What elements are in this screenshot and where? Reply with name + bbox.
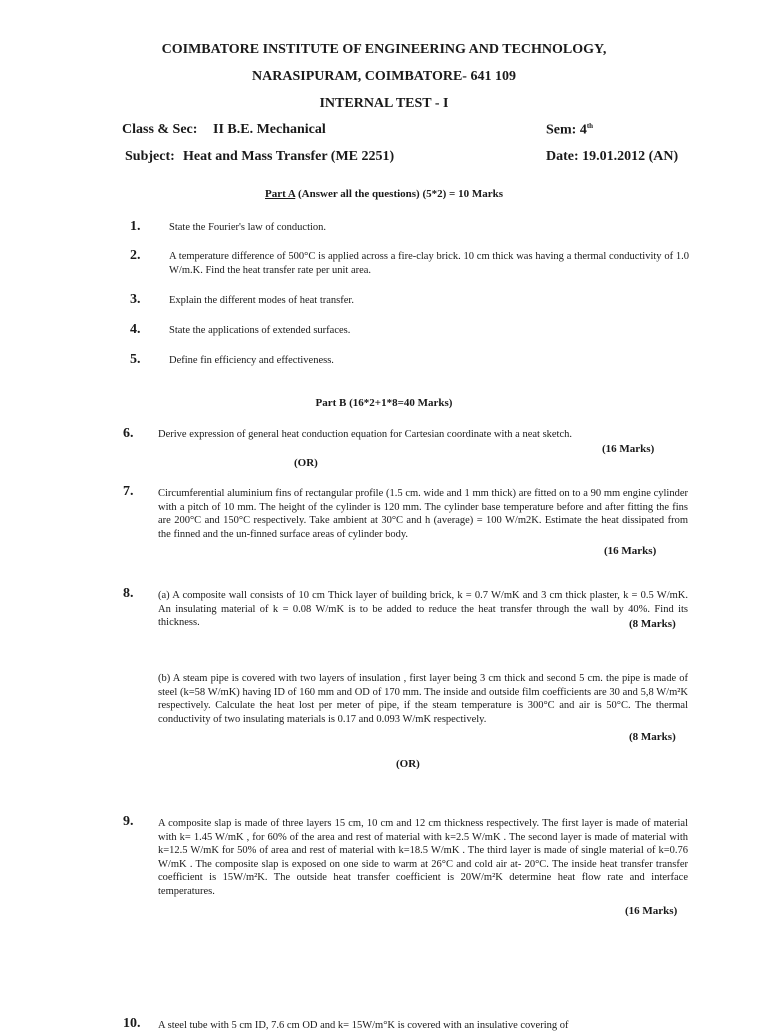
semester-label: Sem: 4 (546, 122, 587, 138)
q8b-marks: (8 Marks) (629, 731, 676, 743)
q5-number: 5. (130, 352, 141, 367)
part-a-title: Part A (265, 188, 296, 200)
q6-marks: (16 Marks) (602, 443, 655, 455)
q2-text: A temperature difference of 500°C is applied across a fire-clay brick. 10 cm thick was having a thermal conductivity of 1.0 W/m.K. Find the heat transfer rate per unit area. (169, 251, 689, 276)
part-a-instruction: (Answer all the questions) (5*2) = 10 Marks (295, 188, 503, 200)
institute-name: COIMBATORE INSTITUTE OF ENGINEERING AND TECHNOLOGY, (161, 42, 607, 57)
q10-number: 10. (123, 1016, 141, 1031)
institute-address: NARASIPURAM, COIMBATORE- 641 109 (252, 69, 516, 84)
or-separator-2: (OR) (396, 758, 420, 770)
q4-number: 4. (130, 322, 141, 337)
q8-number: 8. (123, 586, 134, 601)
test-title: INTERNAL TEST - I (319, 96, 449, 111)
subject-value: Heat and Mass Transfer (ME 2251) (183, 149, 395, 164)
or-separator-1: (OR) (294, 457, 318, 469)
part-b-title: Part B (16*2+1*8=40 Marks) (315, 397, 453, 409)
semester-suffix: th (586, 122, 594, 130)
q7-number: 7. (123, 484, 134, 499)
class-label: Class & Sec: (122, 122, 198, 137)
semester (546, 122, 593, 139)
q6-number: 6. (123, 426, 134, 441)
part-a-heading (0, 188, 768, 200)
q9-marks: (16 Marks) (625, 905, 678, 917)
q9-number: 9. (123, 814, 134, 829)
subject-label: Subject: (125, 149, 175, 164)
q2-number: 2. (130, 248, 141, 263)
q1-number: 1. (130, 219, 141, 234)
exam-date: Date: 19.01.2012 (AN) (546, 149, 679, 164)
q3-text: Explain the different modes of heat transfer. (169, 295, 354, 306)
q6-text: Derive expression of general heat conduction equation for Cartesian coordinate with a neat sketch. (158, 429, 573, 440)
q8a-marks: (8 Marks) (629, 618, 676, 630)
q8b-text: (b) A steam pipe is covered with two layers of insulation , first layer being 3 cm thick and second 5 cm. the pipe is made of steel (k=58 W/mK) having ID of 160 mm and OD of 170 mm. The inside and outside film coefficients are 30 and 5,8 W/m²K respectively. Calculate the heat lost per meter of pipe, if the steam temperature is 300°C and air is 50°C. The thermal conductivity of two insulating materials is 0.17 and 0.093 W/mK respectively. (158, 673, 688, 725)
q8a-text: (a) A composite wall consists of 10 cm Thick layer of building brick, k = 0.7 W/mK and 3 cm thick plaster, k = 0.5 W/mK. An insulating material of k = 0.08 W/mK is to be added to reduce the heat transfer through the wall by 40%. Find its thickness. (158, 590, 688, 628)
q7-marks: (16 Marks) (604, 545, 657, 557)
class-value: II B.E. Mechanical (213, 122, 326, 137)
q9-text: A composite slap is made of three layers 15 cm, 10 cm and 12 cm thickness respectively. The first layer is made of material with k= 1.45 W/mK , for 60% of the area and rest of material with k=2.5 W/mK . The second layer is made of material with k=12.5 W/mK for 50% of area and rest of material with k=18.5 W/mK . The third layer is made of single material of k=0.76 W/mK . The composite slap is exposed on one side to warm at 26°C and cold air at- 20°C. The inside heat transfer transfer coefficient is 15W/m²K. The outside heat transfer coefficient is 20W/m²K determine heat flow rate and interface temperatures. (158, 818, 688, 897)
q3-number: 3. (130, 292, 141, 307)
q5-text: Define fin efficiency and effectiveness. (169, 355, 334, 366)
q7-text: Circumferential aluminium fins of rectangular profile (1.5 cm. wide and 1 mm thick) are fitted on to a 90 mm engine cylinder with a pitch of 10 mm. The height of the cylinder is 120 mm. The cylinder base temperature before and after fitting the fins are 200°C and 150°C respectively. Take ambient at 30°C and h (average) = 100 W/m2K. Estimate the heat dissipated from the finned and the un-finned surface areas of cylinder body. (158, 488, 688, 540)
q10-text: A steel tube with 5 cm ID, 7.6 cm OD and k= 15W/m°K is covered with an insulative covering of (158, 1020, 569, 1031)
q1-text: State the Fourier's law of conduction. (169, 222, 327, 233)
q4-text: State the applications of extended surfaces. (169, 325, 351, 336)
